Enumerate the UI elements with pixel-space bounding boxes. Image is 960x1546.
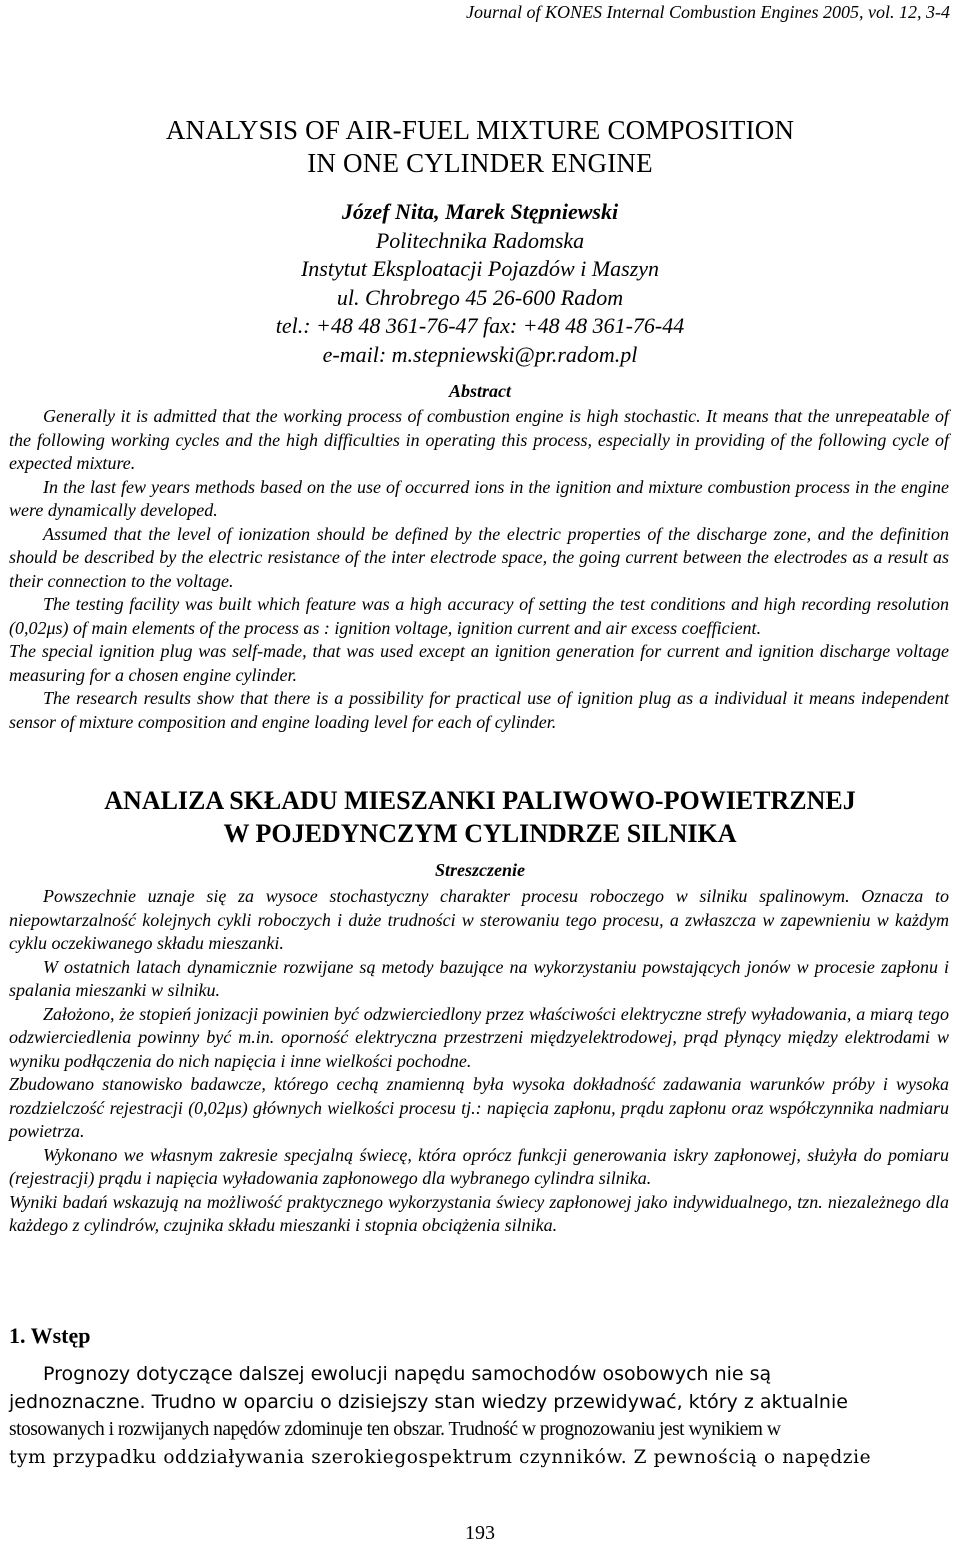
english-title-line: IN ONE CYLINDER ENGINE	[307, 148, 653, 178]
abstract-paragraph: Generally it is admitted that the working process of combustion engine is high stochastic. It means that the unrepeatable of the following working cycles and the high difficulties in operating this process, especially in providing of the following cycle of expected mixture.	[9, 406, 949, 473]
affiliation-line: tel.: +48 48 361-76-47 fax: +48 48 361-76-44	[275, 313, 685, 338]
summary-paragraph: Powszechnie uznaje się za wysoce stochastyczny charakter procesu roboczego w silniku spalinowym. Oznacza to niepowtarzalność kolejnych cykli roboczych i duże trudności w sterowaniu tego procesu, a zwłaszcza w zapewnieniu w każdym cyklu oczekiwanego składu mieszanki.	[9, 886, 949, 953]
page-number: 193	[465, 1522, 495, 1544]
polish-title-line: ANALIZA SKŁADU MIESZANKI PALIWOWO-POWIETRZNEJ	[104, 786, 856, 815]
polish-title	[0, 784, 960, 850]
author-block	[0, 198, 960, 369]
abstract-paragraph: In the last few years methods based on the use of occurred ions in the ignition and mixture combustion process in the engine were dynamically developed.	[9, 476, 949, 520]
abstract-heading: Abstract	[448, 381, 511, 401]
abstract-paragraph: The research results show that there is a possibility for practical use of ignition plug as a individual it means independent sensor of mixture composition and engine loading level for each of cylinder.	[9, 688, 949, 732]
summary-body	[9, 885, 949, 1238]
english-title	[0, 114, 960, 180]
body-line: stosowanych i rozwijanych napędów zdominuje ten obszar. Trudność w prognozowaniu jest wynikiem w	[9, 1419, 781, 1440]
abstract-paragraph: Assumed that the level of ionization should be defined by the electric properties of the discharge zone, and the definition should be described by the electric resistance of the inter electrode space, the going current between the electrodes as a result as their connection to the voltage.	[9, 523, 949, 591]
affiliation-line: Politechnika Radomska	[375, 227, 585, 253]
summary-paragraph: Wykonano we własnym zakresie specjalną świecę, która oprócz funkcji generowania iskry zapłonowej, służyła do pomiaru (rejestracji) prądu i napięcia wyładowania zapłonowego dla wybranego cylindra silnika.	[9, 1144, 949, 1188]
summary-paragraph: W ostatnich latach dynamicznie rozwijane są metody bazujące na wykorzystaniu powstających jonów w procesie zapłonu i spalania mieszanki w silniku.	[9, 956, 949, 1000]
english-title-line: ANALYSIS OF AIR-FUEL MIXTURE COMPOSITION	[165, 115, 795, 145]
body-line: jednoznaczne. Trudno w oparciu o dzisiejszy stan wiedzy przewidywać, który z aktualnie	[9, 1391, 848, 1413]
affiliation-line: ul. Chrobrego 45 26-600 Radom	[336, 284, 624, 310]
affiliation-line: Instytut Eksploatacji Pojazdów i Maszyn	[300, 256, 660, 281]
email-line: e-mail: m.stepniewski@pr.radom.pl	[322, 341, 638, 367]
abstract-body	[9, 405, 949, 734]
abstract-paragraph: The special ignition plug was self-made, that was used except an ignition generation for current and ignition discharge voltage measuring for a chosen engine cylinder.	[9, 641, 949, 685]
summary-paragraph: Założono, że stopień jonizacji powinien być odzwierciedlony przez właściwości elektryczne strefy wyładowania, a miarą tego odzwierciedlenia powinny być m.in. oporność elektryczna przestrzeni międzyelektrodowej, prąd płynący między elektrodami w wyniku podłączenia do nich napięcia i inne wielkości pochodne.	[9, 1003, 949, 1071]
summary-heading: Streszczenie	[435, 860, 525, 880]
journal-header: Journal of KONES Internal Combustion Engines 2005, vol. 12, 3-4	[466, 2, 950, 22]
abstract-paragraph: The testing facility was built which feature was a high accuracy of setting the test conditions and high recording resolution (0,02μs) of main elements of the process as : ignition voltage, ignition current and air excess coefficient.	[9, 594, 949, 638]
body-line: tym przypadku oddziaływania szerokiegospektrum czynników. Z pewnością o napędzie	[9, 1447, 872, 1468]
summary-paragraph: Wyniki badań wskazują na możliwość praktycznego wykorzystania świecy zapłonowej jako indywidualnego, tzn. niezależnego dla każdego z cylindrów, czujnika składu mieszanki i stopnia obciążenia silnika.	[9, 1191, 949, 1235]
section-body	[9, 1360, 949, 1472]
summary-paragraph: Zbudowano stanowisko badawcze, którego cechą znamienną była wysoka dokładność zadawania warunków próby i wysoka rozdzielczość rejestracji (0,02μs) głównych wielkości procesu tj.: napięcia zapłonu, prądu zapłonu oraz współczynnika nadmiaru powietrza.	[9, 1074, 949, 1141]
section-heading: 1. Wstęp	[9, 1323, 91, 1348]
polish-title-line: W POJEDYNCZYM CYLINDRZE SILNIKA	[223, 819, 737, 848]
body-line: Prognozy dotyczące dalszej ewolucji napędu samochodów osobowych nie są	[43, 1363, 772, 1385]
author-names: Józef Nita, Marek Stępniewski	[341, 199, 619, 224]
